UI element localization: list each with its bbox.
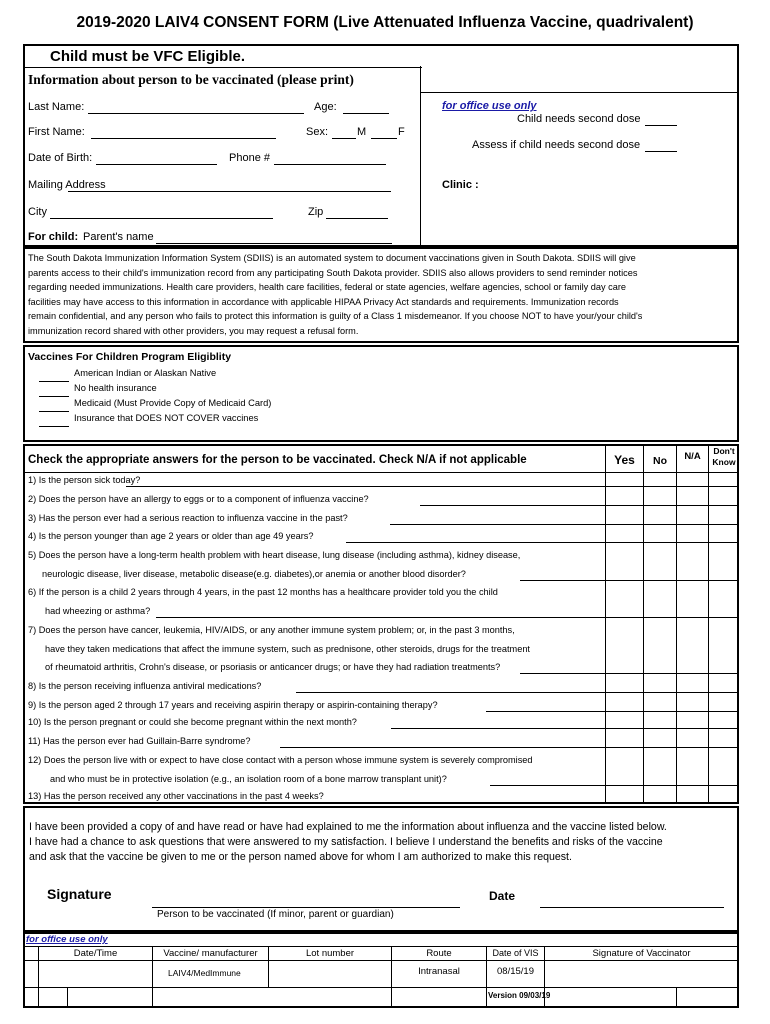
vfc-option-underinsured: Insurance that DOES NOT COVER vaccines <box>74 413 259 423</box>
answer-dont-know-checkbox[interactable] <box>709 786 738 802</box>
th-vaccinator: Signature of Vaccinator <box>592 948 691 959</box>
date-label: Date <box>489 889 516 903</box>
answer-line <box>520 580 605 581</box>
answer-no-checkbox[interactable] <box>644 525 676 542</box>
answer-na-checkbox[interactable] <box>677 712 708 728</box>
answer-yes-checkbox[interactable] <box>606 786 643 802</box>
info-header: Information about person to be vaccinated (please print) <box>28 72 354 87</box>
question-q1: 1) Is the person sick today? <box>28 475 141 485</box>
answer-no-checkbox[interactable] <box>644 674 676 692</box>
th-lot: Lot number <box>305 948 355 959</box>
col-dont-know: Don't Know <box>712 446 736 467</box>
question-q9: 9) Is the person aged 2 through 17 years and receiving aspirin therapy or aspirin-containing therapy? <box>28 700 438 710</box>
answer-line <box>420 505 605 506</box>
signature-sublabel: Person to be vaccinated (If minor, parent or guardian) <box>157 909 394 920</box>
answer-dont-know-checkbox[interactable] <box>709 487 738 505</box>
answer-na-checkbox[interactable] <box>677 543 708 580</box>
answer-line <box>390 524 605 525</box>
question-q6b: had wheezing or asthma? <box>45 606 151 616</box>
answer-yes-checkbox[interactable] <box>606 729 643 747</box>
question-q3: 3) Has the person ever had a serious reaction to influenza vaccine in the past? <box>28 513 348 523</box>
question-q2: 2) Does the person have an allergy to eggs or to a component of influenza vaccine? <box>28 494 369 504</box>
answer-na-checkbox[interactable] <box>677 525 708 542</box>
answer-line <box>356 802 605 803</box>
sex-label: Sex: <box>306 126 329 138</box>
vfc-check-medicaid[interactable] <box>39 411 69 412</box>
answer-na-checkbox[interactable] <box>677 506 708 524</box>
th-route: Route <box>426 948 452 959</box>
consent-text: I have been provided a copy of and have read or have had explained to me the information about influenza and the vaccine listed below. I have had a chance to ask questions that were answered to my satisfaction. I believe I understand the benefits and risks of the vaccine and ask that the vaccine be given to me or the person named above for whom I am authorized to make this request. <box>29 821 667 863</box>
question-q12a: 12) Does the person live with or expect to have close contact with a person whose immune system is severely compromised <box>28 755 533 765</box>
answer-na-checkbox[interactable] <box>677 786 708 802</box>
answer-line <box>486 711 605 712</box>
vfc-check-american-indian[interactable] <box>39 381 69 382</box>
first-name-input[interactable] <box>91 138 276 139</box>
vfc-option-medicaid: Medicaid (Must Provide Copy of Medicaid Card) <box>74 398 272 408</box>
mailing-input[interactable] <box>68 191 391 192</box>
question-q10: 10) Is the person pregnant or could she become pregnant within the next month? <box>28 717 357 727</box>
vfc-option-american-indian: American Indian or Alaskan Native <box>74 368 217 378</box>
question-q12b: and who must be in protective isolation (e.g., an isolation room of a bone marrow transplant unit)? <box>50 774 447 784</box>
answer-yes-checkbox[interactable] <box>606 473 643 486</box>
answer-no-checkbox[interactable] <box>644 693 676 711</box>
answer-no-checkbox[interactable] <box>644 786 676 802</box>
answer-no-checkbox[interactable] <box>644 487 676 505</box>
dob-input[interactable] <box>96 164 217 165</box>
mailing-label: Mailing Address <box>28 179 106 191</box>
for-child-label: For child: <box>28 231 79 243</box>
sex-f-label: F <box>398 126 405 138</box>
signature-label: Signature <box>47 886 112 902</box>
answer-yes-checkbox[interactable] <box>606 712 643 728</box>
question-q6a: 6) If the person is a child 2 years through 4 years, in the past 12 months has a healthcare provider told you the child <box>28 587 498 597</box>
answer-dont-know-checkbox[interactable] <box>709 473 738 486</box>
answer-dont-know-checkbox[interactable] <box>709 581 738 617</box>
form-title: 2019-2020 LAIV4 CONSENT FORM (Live Attenuated Influenza Vaccine, quadrivalent) <box>76 14 694 31</box>
answer-no-checkbox[interactable] <box>644 729 676 747</box>
answer-yes-checkbox[interactable] <box>606 581 643 617</box>
answer-na-checkbox[interactable] <box>677 748 708 785</box>
office-table <box>23 932 739 1008</box>
assess-dose-label: Assess if child needs second dose <box>472 139 641 151</box>
age-label: Age: <box>314 101 337 113</box>
th-date-vis: Date of VIS <box>492 948 539 958</box>
answer-dont-know-checkbox[interactable] <box>709 712 738 728</box>
cell-date-vis: 08/15/19 <box>497 966 534 977</box>
answer-line <box>156 617 605 618</box>
th-date-time: Date/Time <box>73 948 118 959</box>
question-q5b: neurologic disease, liver disease, metabolic disease(e.g. diabetes),or anemia or another blood disorder? <box>42 569 466 579</box>
office-use-label: for office use only <box>442 100 537 112</box>
questions-header: Check the appropriate answers for the person to be vaccinated. Check N/A if not applicable <box>28 454 527 466</box>
vfc-banner: Child must be VFC Eligible. <box>50 48 246 65</box>
answer-line <box>490 785 605 786</box>
answer-no-checkbox[interactable] <box>644 618 676 673</box>
first-name-label: First Name: <box>28 126 85 138</box>
question-q7c: of rheumatoid arthritis, Crohn's disease, or psoriasis or anticancer drugs; or have they had radiation treatments? <box>45 662 501 672</box>
answer-dont-know-checkbox[interactable] <box>709 674 738 692</box>
answer-no-checkbox[interactable] <box>644 581 676 617</box>
answer-na-checkbox[interactable] <box>677 618 708 673</box>
answer-line <box>280 747 605 748</box>
answer-na-checkbox[interactable] <box>677 473 708 486</box>
answer-no-checkbox[interactable] <box>644 506 676 524</box>
answer-line <box>126 486 605 487</box>
sex-f-input[interactable] <box>371 138 397 139</box>
answer-dont-know-checkbox[interactable] <box>709 748 738 785</box>
answer-dont-know-checkbox[interactable] <box>709 525 738 542</box>
col-na: N/A <box>684 451 701 462</box>
th-vaccine: Vaccine/ manufacturer <box>163 948 258 959</box>
answer-na-checkbox[interactable] <box>677 487 708 505</box>
answer-no-checkbox[interactable] <box>644 543 676 580</box>
clinic-label: Clinic : <box>442 179 479 191</box>
parent-name-input[interactable] <box>156 243 392 244</box>
answer-line <box>520 673 605 674</box>
answer-row-divider <box>606 802 738 803</box>
city-input[interactable] <box>50 218 273 219</box>
sdiis-text: The South Dakota Immunization Information System (SDIIS) is an automated system to document vaccinations given in South Dakota. SDIIS will give parents access to their child's immunization record from any participating South Dakota provider. SDIIS also allows providers to send reminder notices regarding needed immunizations. Health care providers, health care facilities, federal or state agencies, welfare agencies, school or family day care facilities may have access to this information in accordance with applicable HIPAA Privacy Act standards and requirements. Immunization records remain confidential, and any person who fails to protect this information is guilty of a Class 1 misdemeanor. If you choose NOT to have your/your child's immunization record shared with other providers, you may request a refusal form. <box>28 253 643 336</box>
question-q7a: 7) Does the person have cancer, leukemia, HIV/AIDS, or any another immune system problem; or, in the past 3 months, <box>28 625 515 635</box>
vfc-check-underinsured[interactable] <box>39 426 69 427</box>
date-input[interactable] <box>540 907 724 908</box>
signature-input[interactable] <box>152 907 460 908</box>
assess-dose-input[interactable] <box>645 151 677 152</box>
question-q8: 8) Is the person receiving influenza antiviral medications? <box>28 681 262 691</box>
sex-m-label: M <box>357 126 367 138</box>
question-q7b: have they taken medications that affect the immune system, such as prednisone, other steroids, drugs for the treatment <box>45 644 530 654</box>
phone-label: Phone # <box>229 152 270 164</box>
answer-yes-checkbox[interactable] <box>606 543 643 580</box>
version-label: Version 09/03/19 <box>488 991 551 1000</box>
last-name-input[interactable] <box>88 113 304 114</box>
age-input[interactable] <box>343 113 389 114</box>
answer-na-checkbox[interactable] <box>677 674 708 692</box>
parent-name-label: Parent's name <box>83 231 154 243</box>
answer-na-checkbox[interactable] <box>677 693 708 711</box>
answer-no-checkbox[interactable] <box>644 748 676 785</box>
answer-dont-know-checkbox[interactable] <box>709 729 738 747</box>
col-no: No <box>653 455 667 467</box>
cell-route: Intranasal <box>418 966 460 977</box>
vfc-header: Vaccines For Children Program Eligiblity <box>28 351 232 363</box>
second-dose-input[interactable] <box>645 125 677 126</box>
answer-yes-checkbox[interactable] <box>606 525 643 542</box>
answer-yes-checkbox[interactable] <box>606 487 643 505</box>
vfc-option-no-insurance: No health insurance <box>74 383 157 393</box>
col-yes: Yes <box>614 453 635 467</box>
answer-no-checkbox[interactable] <box>644 712 676 728</box>
answer-dont-know-checkbox[interactable] <box>709 693 738 711</box>
sex-m-input[interactable] <box>332 138 356 139</box>
answer-dont-know-checkbox[interactable] <box>709 543 738 580</box>
question-q4: 4) Is the person younger than age 2 years or older than age 49 years? <box>28 531 314 541</box>
answer-yes-checkbox[interactable] <box>606 693 643 711</box>
dob-label: Date of Birth: <box>28 152 93 164</box>
zip-input[interactable] <box>326 218 388 219</box>
answer-yes-checkbox[interactable] <box>606 748 643 785</box>
answer-yes-checkbox[interactable] <box>606 674 643 692</box>
cell-vaccine: LAIV4/MedImmune <box>168 968 241 978</box>
question-q13: 13) Has the person received any other vaccinations in the past 4 weeks? <box>28 791 324 801</box>
answer-dont-know-checkbox[interactable] <box>709 506 738 524</box>
answer-line <box>296 692 605 693</box>
office-table-label: for office use only <box>26 934 108 945</box>
answer-no-checkbox[interactable] <box>644 473 676 486</box>
answer-line <box>346 542 605 543</box>
answer-dont-know-checkbox[interactable] <box>709 618 738 673</box>
vfc-check-no-insurance[interactable] <box>39 396 69 397</box>
answer-na-checkbox[interactable] <box>677 729 708 747</box>
answer-na-checkbox[interactable] <box>677 581 708 617</box>
answer-yes-checkbox[interactable] <box>606 506 643 524</box>
phone-input[interactable] <box>274 164 386 165</box>
second-dose-label: Child needs second dose <box>517 113 641 125</box>
answer-line <box>391 728 605 729</box>
question-q11: 11) Has the person ever had Guillain-Barre syndrome? <box>28 736 251 746</box>
zip-label: Zip <box>308 206 324 218</box>
last-name-label: Last Name: <box>28 101 85 113</box>
question-q5a: 5) Does the person have a long-term health problem with heart disease, lung disease (including asthma), kidney disease, <box>28 550 521 560</box>
answer-yes-checkbox[interactable] <box>606 618 643 673</box>
city-label: City <box>28 206 47 218</box>
